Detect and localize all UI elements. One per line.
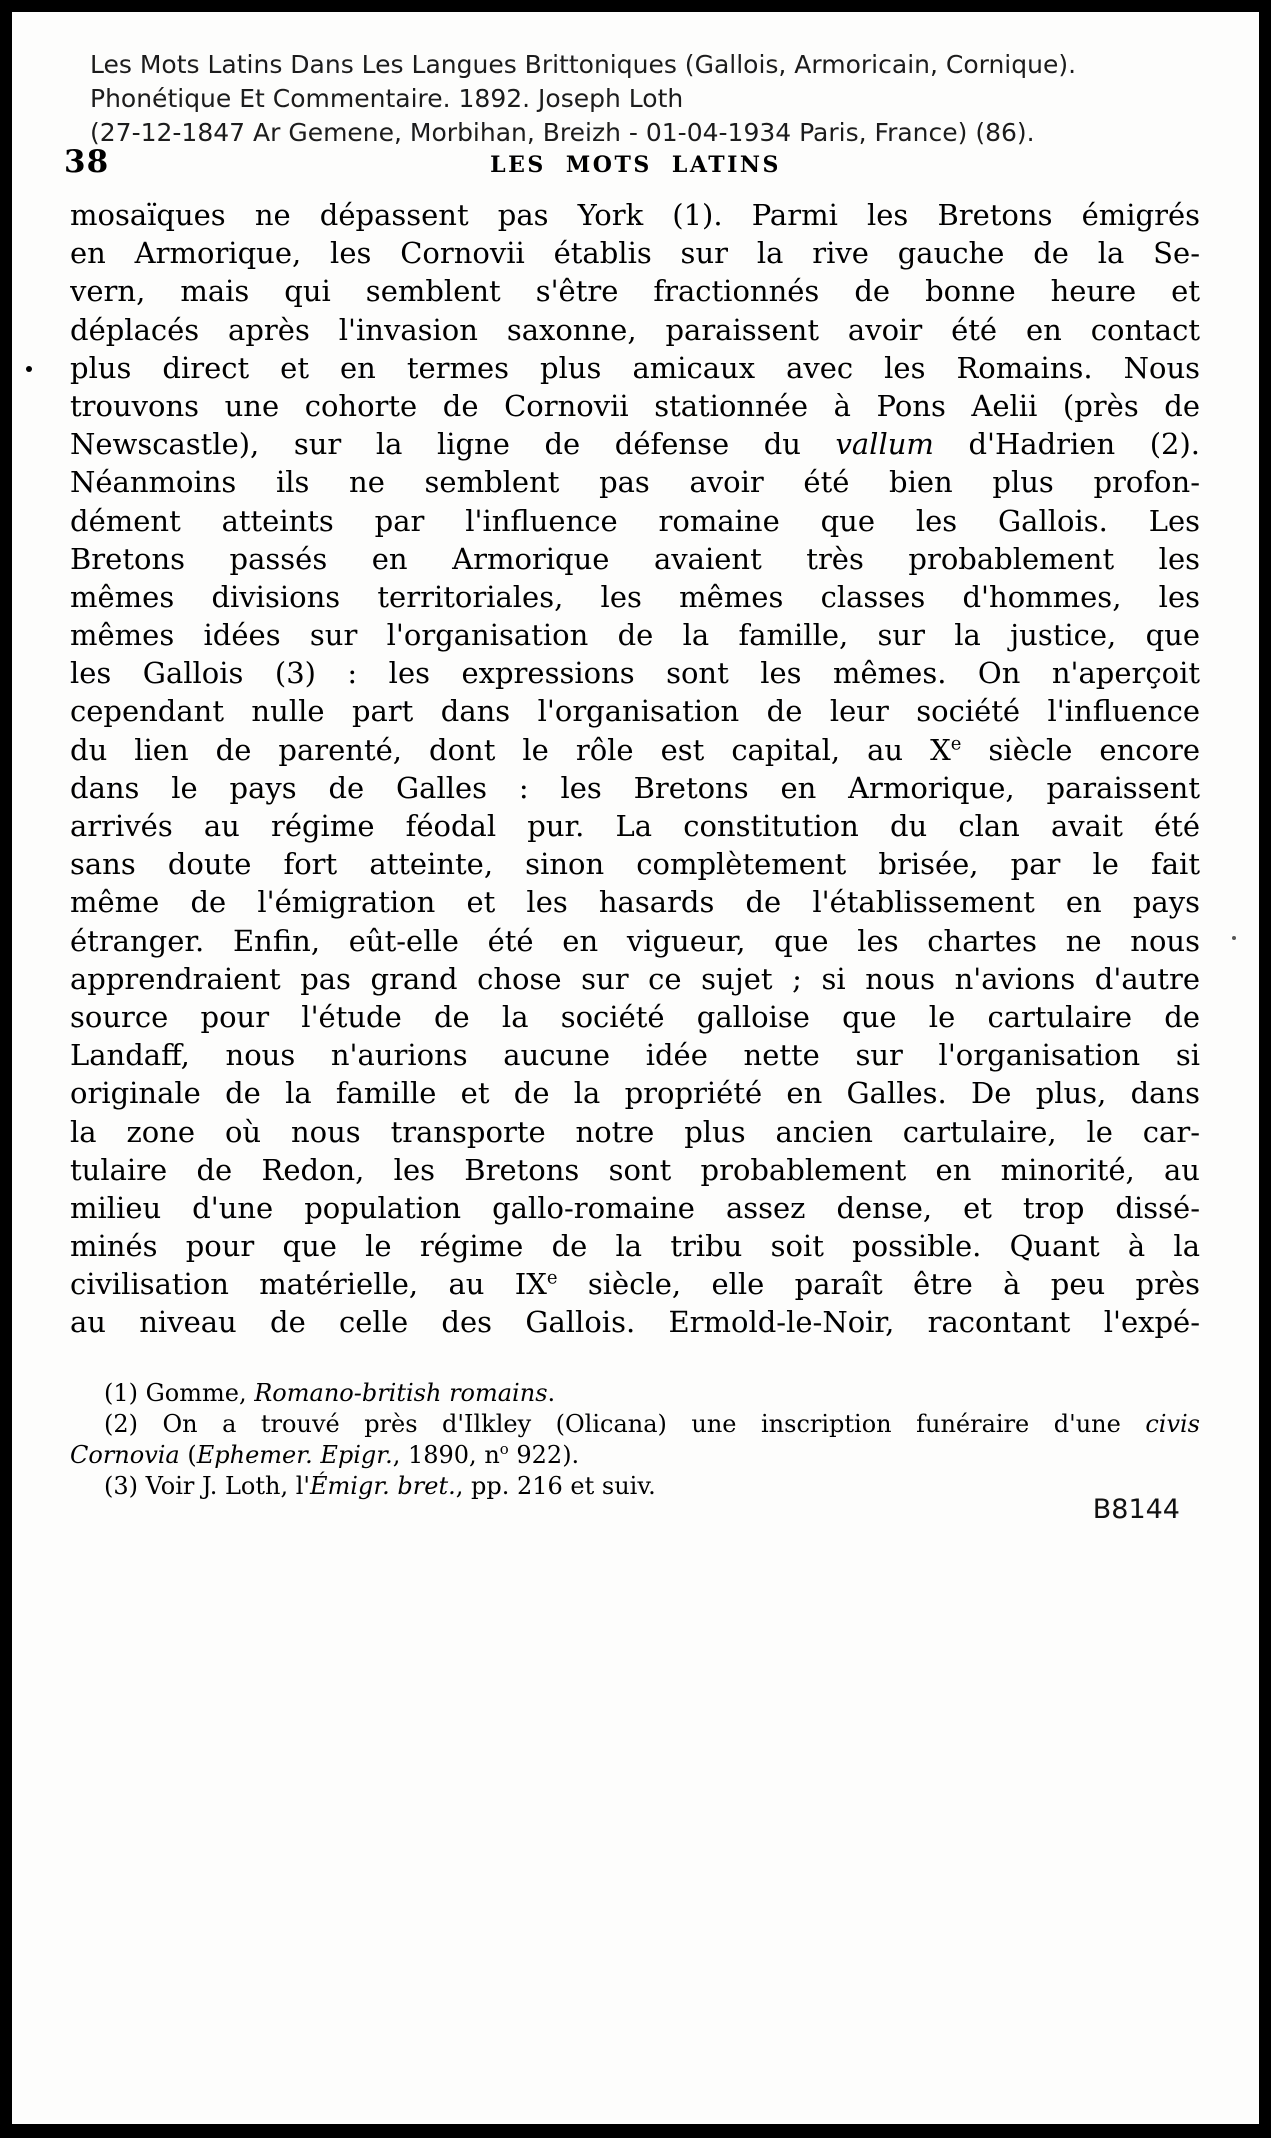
body-text-line: cependant nulle part dans l'organisation de leur société l'influence (70, 694, 1200, 729)
body-text-line: déplacés après l'invasion saxonne, paraissent avoir été en contact (70, 312, 1200, 347)
body-text-line: dément atteints par l'influence romaine que les Gallois. Les (70, 503, 1200, 538)
body-text-line: milieu d'une population gallo-romaine assez dense, et trop dissé- (70, 1190, 1200, 1225)
bibliographic-header (90, 48, 1190, 150)
body-text-line: en Armorique, les Cornovii établis sur la rive gauche de la Se- (70, 236, 1200, 271)
scan-artifact-dot (26, 366, 32, 372)
plate-number: B8144 (1092, 1494, 1180, 1525)
footnote-line: Cornovia (Ephemer. Epigr., 1890, $n^o$ 922). (70, 1440, 580, 1469)
bib-header-line: Phonétique Et Commentaire. 1892. Joseph Loth (90, 84, 684, 113)
page-number: 38 (64, 144, 110, 180)
body-text-line: originale de la famille et de la propriété en Galles. De plus, dans (70, 1076, 1200, 1111)
body-text-line: mêmes divisions territoriales, les mêmes classes d'hommes, les (70, 579, 1200, 614)
scan-artifact-dot (1232, 936, 1236, 940)
body-text-line: civilisation matérielle, au IXe siècle, elle paraît être à peu près (70, 1267, 1200, 1302)
body-text-line: étranger. Enfin, eût-elle été en vigueur, que les chartes ne nous (70, 923, 1200, 958)
body-text-line: Newscastle), sur la ligne de défense du vallum d'Hadrien (2). (70, 427, 1200, 462)
body-text-line: la zone où nous transporte notre plus ancien cartulaire, le car- (70, 1114, 1200, 1149)
footnote-line: (1) Gomme, Romano-british romains. (104, 1379, 556, 1407)
body-text-line: source pour l'étude de la société galloise que le cartulaire de (70, 999, 1200, 1034)
footnote-line: (2) On a trouvé près d'Ilkley (Olicana) une inscription funéraire d'une civis (104, 1410, 1200, 1438)
body-text-line: même de l'émigration et les hasards de l'établissement en pays (70, 885, 1200, 920)
bib-header-line: Les Mots Latins Dans Les Langues Brittoniques (Gallois, Armoricain, Cornique). (90, 50, 1077, 79)
bib-header-line: (27-12-1847 Ar Gemene, Morbihan, Breizh - 01-04-1934 Paris, France) (86). (90, 118, 1035, 147)
body-text-line: plus direct et en termes plus amicaux avec les Romains. Nous (70, 350, 1200, 385)
body-text-line: minés pour que le régime de la tribu soit possible. Quant à la (70, 1229, 1200, 1264)
body-text-line: arrivés au régime féodal pur. La constitution du clan avait été (70, 809, 1200, 843)
body-text-line: Néanmoins ils ne semblent pas avoir été bien plus profon- (70, 465, 1200, 500)
body-text-line: vern, mais qui semblent s'être fractionnés de bonne heure et (70, 274, 1200, 309)
footnote-line: (3) Voir J. Loth, l'Émigr. bret., pp. 216 et suiv. (104, 1472, 656, 1500)
body-text-line: au niveau de celle des Gallois. Ermold-le-Noir, racontant l'expé- (70, 1305, 1200, 1340)
body-text-line: mosaïques ne dépassent pas York (1). Parmi les Bretons émigrés (70, 198, 1200, 232)
body-text-line: sans doute fort atteinte, sinon complètement brisée, par le fait (70, 847, 1200, 882)
body-text-line: Landaff, nous n'aurions aucune idée nette sur l'organisation si (70, 1038, 1200, 1073)
body-text-line: dans le pays de Galles : les Bretons en Armorique, paraissent (70, 770, 1200, 805)
running-title: LES MOTS LATINS (490, 152, 781, 178)
body-text-line: tulaire de Redon, les Bretons sont probablement en minorité, au (70, 1152, 1200, 1187)
body-text-line: mêmes idées sur l'organisation de la famille, sur la justice, que (70, 618, 1200, 653)
body-text-line: trouvons une cohorte de Cornovii stationnée à Pons Aelii (près de (70, 388, 1200, 423)
body-text (70, 196, 1200, 1342)
body-text-line: apprendraient pas grand chose sur ce sujet ; si nous n'avions d'autre (70, 961, 1200, 996)
body-text-line: les Gallois (3) : les expressions sont les mêmes. On n'aperçoit (70, 656, 1200, 691)
footnotes (70, 1378, 1200, 1502)
body-text-line: Bretons passés en Armorique avaient très probablement les (70, 541, 1200, 576)
body-text-line: du lien de parenté, dont le rôle est capital, au Xe siècle encore (70, 732, 1200, 767)
